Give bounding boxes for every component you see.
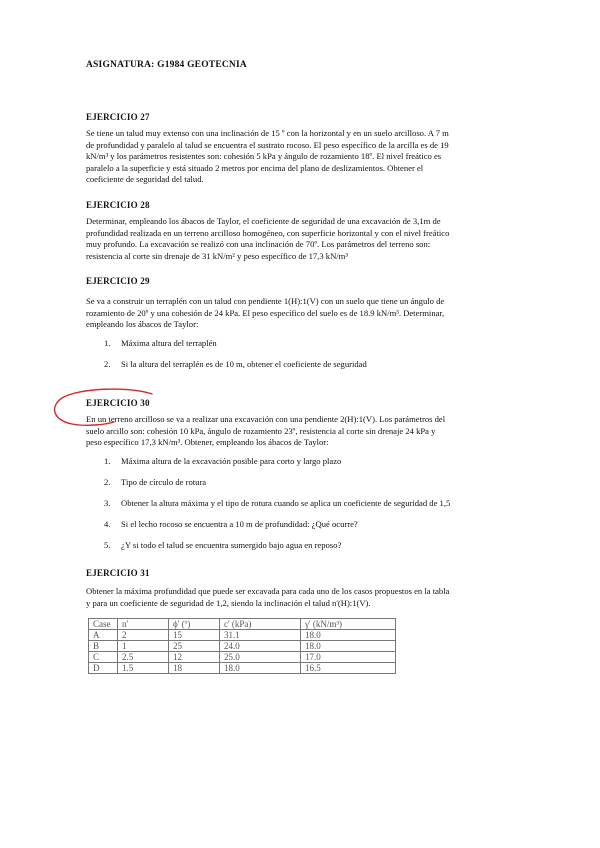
- table-cell: A: [89, 630, 118, 641]
- exercise-31-text: [86, 586, 514, 609]
- table-cell: 18.0: [220, 663, 301, 674]
- exercise-29-title: EJERCICIO 29: [86, 276, 150, 286]
- text-line: kN/m³ y los parámetros resistentes son: cohesión 5 kPa y ángulo de rozamiento 18º. El nivel freático es: [86, 151, 442, 162]
- table-cell: 2: [118, 630, 169, 641]
- column-header: ϕ' (º): [169, 619, 220, 630]
- text-line: y para un coeficiente de seguridad de 1,2, siendo la inclinación el talud n'(H):1(V).: [86, 597, 371, 608]
- exercise-29-list: [104, 338, 514, 380]
- text-line: profundidad realizada en un terreno arcilloso homogéneo, con superficie horizontal y con el nivel freático: [86, 227, 450, 238]
- exercise-27-title: EJERCICIO 27: [86, 112, 150, 122]
- list-item: 4. Si el lecho rocoso se encuentra a 10 m de profundidad: ¿Qué ocurre?: [104, 519, 358, 529]
- text-line: Determinar, empleando los ábacos de Taylor, el coeficiente de seguridad de una excavación de 3,1m de: [86, 216, 441, 226]
- table-row: [89, 641, 396, 652]
- table-cell: 16.5: [301, 663, 396, 674]
- text-line: rozamiento de 20º y una cohesión de 24 kPa. El peso específico del suelo es de 18.9 kN/m³. Determinar,: [86, 307, 445, 318]
- exercise-28-text: [86, 216, 514, 262]
- exercise-30-list: [104, 456, 514, 561]
- column-header: Case: [89, 619, 118, 630]
- table-cell: 15: [169, 630, 220, 641]
- text-line: resistencia al corte sin drenaje de 31 kN/m² y peso específico de 17,3 kN/m³: [86, 250, 348, 261]
- column-header: c' (kPa): [220, 619, 301, 630]
- table-cell: 17.0: [301, 652, 396, 663]
- text-line: suelo arcillo son: cohesión 10 kPa, ángulo de rozamiento 23º, resistencia al corte sin drenaje 24 kPa y: [86, 425, 436, 436]
- table-cell: 18: [169, 663, 220, 674]
- column-header: n': [118, 619, 169, 630]
- text-line: empleando los ábacos de Taylor:: [86, 319, 199, 330]
- list-item: 1. Máxima altura del terraplén: [104, 338, 217, 348]
- exercise-29-text: [86, 296, 514, 331]
- table-cell: 24.0: [220, 641, 301, 652]
- list-item: 5. ¿Y si todo el talud se encuentra sumergido bajo agua en reposo?: [104, 540, 342, 550]
- text-line: coeficiente de seguridad del talud.: [86, 174, 204, 185]
- text-line: Se tiene un talud muy extenso con una inclinación de 15 º con la horizontal y en un suelo arcilloso. A 7 m: [86, 128, 449, 138]
- text-line: En un terreno arcilloso se va a realizar una excavación con una pendiente 2(H):1(V). Los parámetros del: [86, 414, 446, 424]
- subject-title: ASIGNATURA: G1984 GEOTECNIA: [86, 60, 247, 70]
- table-header-row: [89, 619, 396, 630]
- text-line: de profundidad y paralelo al talud se encuentra el sustrato rocoso. El peso específico de la arcilla es de 19: [86, 139, 449, 150]
- table-cell: B: [89, 641, 118, 652]
- text-line: Obtener la máxima profundidad que puede ser excavada para cada uno de los casos propuestos en la tabla: [86, 586, 450, 596]
- table-cell: 12: [169, 652, 220, 663]
- table-cell: 1.5: [118, 663, 169, 674]
- table-cell: 31.1: [220, 630, 301, 641]
- list-item: 3. Obtener la altura máxima y el tipo de rotura cuando se aplica un coeficiente de seguridad de 1,5: [104, 498, 451, 508]
- exercise-27-text: [86, 128, 514, 186]
- column-header: γ' (kN/m³): [301, 619, 396, 630]
- table-cell: D: [89, 663, 118, 674]
- table-row: [89, 652, 396, 663]
- table-cell: 25.0: [220, 652, 301, 663]
- table-row: [89, 630, 396, 641]
- table-cell: 25: [169, 641, 220, 652]
- text-line: muy profundo. La excavación se realizó con una inclinación de 70º. Los parámetros del terreno son:: [86, 239, 431, 250]
- table-cell: 18.0: [301, 641, 396, 652]
- cases-table: [88, 618, 396, 674]
- exercise-28-title: EJERCICIO 28: [86, 200, 150, 210]
- exercise-30-title: EJERCICIO 30: [86, 398, 150, 408]
- text-line: paralelo a la superficie y está situado 2 metros por encima del plano de deslizamientos. Obtener el: [86, 162, 424, 173]
- list-item: 2. Si la altura del terraplén es de 10 m, obtener el coeficiente de seguridad: [104, 359, 367, 369]
- table-cell: C: [89, 652, 118, 663]
- exercise-30-text: [86, 414, 514, 449]
- text-line: peso específico 17,3 kN/m³. Obtener, empleando los ábacos de Taylor:: [86, 437, 329, 448]
- list-item: 1. Máxima altura de la excavación posible para corto y largo plazo: [104, 456, 342, 466]
- list-item: 2. Tipo de círculo de rotura: [104, 477, 207, 487]
- exercise-31-title: EJERCICIO 31: [86, 568, 150, 578]
- table-cell: 1: [118, 641, 169, 652]
- text-line: Se va a construir un terraplén con un talud con pendiente 1(H):1(V) con un suelo que tiene un ángulo de: [86, 296, 445, 306]
- table-cell: 18.0: [301, 630, 396, 641]
- table-cell: 2.5: [118, 652, 169, 663]
- table-row: [89, 663, 396, 674]
